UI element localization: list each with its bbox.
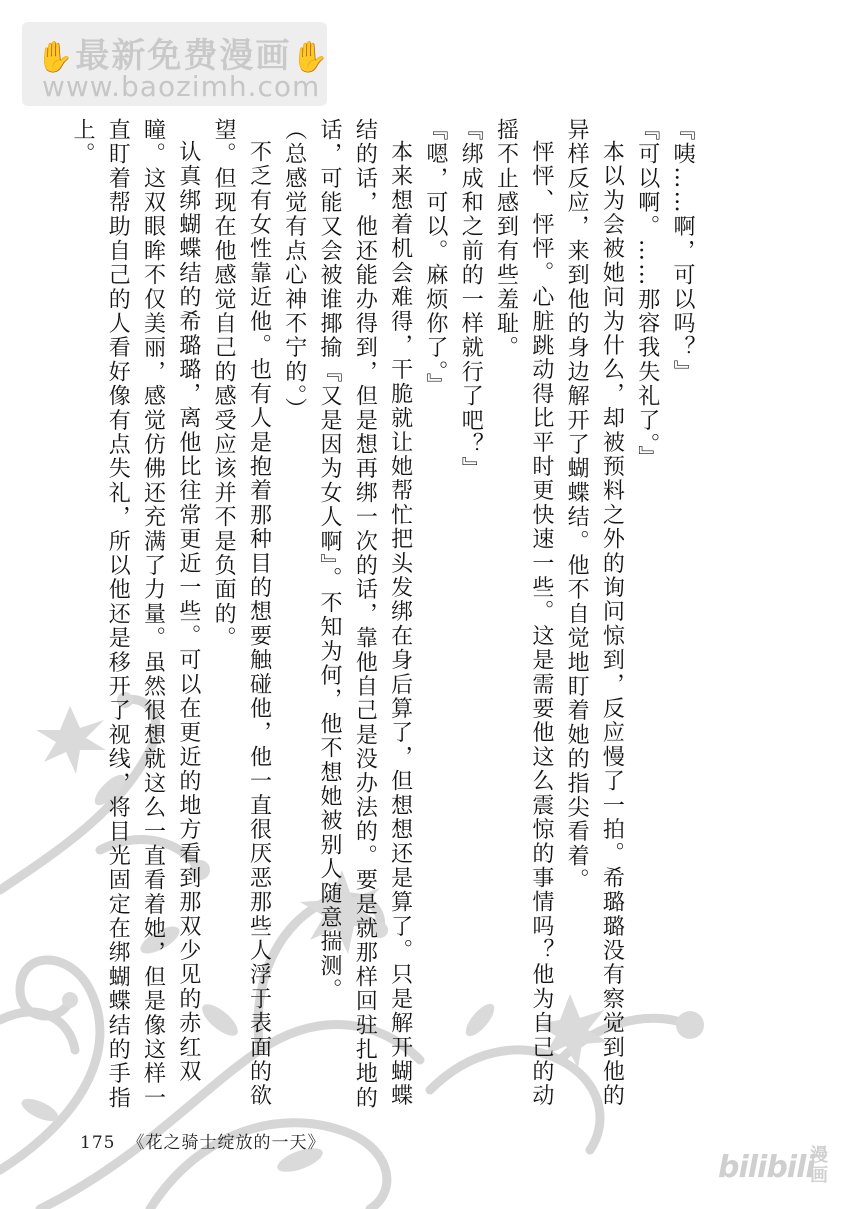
manhua-logo-text: 漫画 (810, 1145, 828, 1186)
pointing-hand-icon: ✋ (291, 40, 331, 75)
dialogue-line: 『嗯，可以。麻烦你了。』 (422, 118, 448, 398)
narration-paragraph: 本以为会被她问为什么，却被预料之外的询问惊到，反应慢了一拍。希璐璐没有察觉到他的异样反应，来到他的身边解开了蝴蝶结。他不自觉地盯着她的指尖看着。 (564, 118, 625, 1108)
page-number: 175 (80, 1133, 116, 1153)
dialogue-line: 『可以啊。……那容我失礼了。』 (634, 118, 660, 470)
book-title: 《花之骑士绽放的一天》 (127, 1133, 326, 1153)
inner-thought-line: （总感觉有点心神不宁的。） (281, 118, 307, 422)
narration-paragraph: 本来想着机会难得，干脆就让她帮忙把头发绑在身后算了，但想想还是算了。只是解开蝴蝶结的话，他还能办得到，但是想再绑一次的话，靠他自己是没办法的。要是就那样回驻扎地的话，可能又会被谁揶揄『又是因为女人啊』。不知为何，他不想她被别人随意揣测。 (317, 118, 413, 1111)
pointing-hand-icon: ✋ (36, 40, 76, 75)
watermark-url: www.baozimh.com (42, 70, 321, 103)
story-text (65, 118, 700, 1118)
dialogue-line: 『咦……啊，可以吗？』 (670, 118, 695, 385)
bilibili-logo-text: bilibili (718, 1150, 815, 1185)
watermark-headline-text: 最新免费漫画 (75, 36, 292, 76)
narration-paragraph: 不乏有女性靠近他。也有人是抱着那种目的想要触碰他，他一直很厌恶那些人浮于表面的欲望。但现在他感觉自己的感受应该并不是负面的。 (211, 118, 272, 1108)
page-footer (80, 1128, 325, 1153)
bilibili-manhua-logo (718, 1146, 838, 1196)
narration-paragraph: 认真绑蝴蝶结的希璐璐，离他比往常更近一些。可以在更近的地方看到那双少见的赤红双瞳。这双眼眸不仅美丽，感觉仿佛还充满了力量。虽然很想就这么一直看着她，但是像这样一直盯着帮助自己的人看好像有点失礼，所以他还是移开了视线，将目光固定在绑蝴蝶结的手指上。 (69, 118, 201, 1111)
baozimh-watermark (22, 22, 331, 106)
dialogue-line: 『绑成和之前的一样就行了吧？』 (458, 118, 484, 481)
narration-paragraph: 怦怦、怦怦。心脏跳动得比平时更快速一些。这是需要他这么震惊的事情吗？他为自己的动摇不止感到有些羞耻。 (493, 118, 554, 1108)
